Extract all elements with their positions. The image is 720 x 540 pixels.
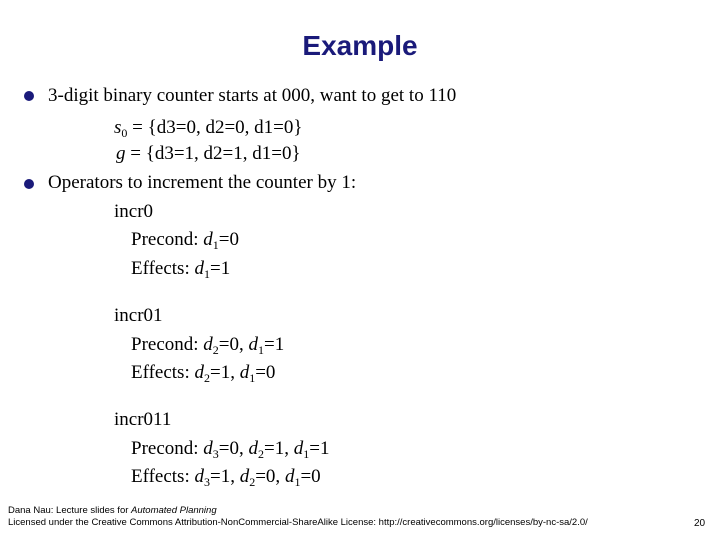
value: =0 xyxy=(218,229,240,250)
value: =1, xyxy=(210,362,240,383)
goal-state-line xyxy=(116,143,301,165)
bullet-icon xyxy=(24,179,34,189)
var-d: d xyxy=(203,438,213,459)
g-variable: g xyxy=(116,143,126,164)
value: =1 xyxy=(210,258,231,279)
s-variable: s xyxy=(114,117,122,138)
operator-incr011-effects xyxy=(131,466,321,493)
var-d: d xyxy=(293,438,304,459)
operator-incr0-name: incr0 xyxy=(114,201,154,222)
footer-license: Licensed under the Creative Commons Attribution-NonCommercial-ShareAlike License: http://creativecommons.org/licenses/by-nc-sa/2.0/ xyxy=(8,517,588,528)
value: =0 xyxy=(255,362,276,383)
footer-author: Dana Nau: Lecture slides for xyxy=(8,505,132,516)
var-d: d xyxy=(203,334,213,355)
sub-index: 1 xyxy=(294,475,301,489)
operator-incr011-precond xyxy=(131,438,329,465)
var-d: d xyxy=(203,229,213,250)
var-d: d xyxy=(194,466,204,487)
effects-label: Effects: xyxy=(131,258,195,279)
value: =0 xyxy=(300,466,321,487)
footer-book-title: Automated Planning xyxy=(131,505,217,516)
sub-index: 3 xyxy=(212,447,219,461)
slide-title: Example xyxy=(302,30,418,61)
sub-index: 1 xyxy=(303,447,310,461)
operator-incr0-effects xyxy=(131,258,230,285)
sub-index: 2 xyxy=(212,343,219,357)
var-d: d xyxy=(248,334,259,355)
sub-index: 3 xyxy=(204,475,210,489)
value: =1 xyxy=(309,438,330,459)
value: =1, xyxy=(264,438,294,459)
var-d: d xyxy=(239,362,250,383)
sub-index: 2 xyxy=(258,447,265,461)
var-d: d xyxy=(248,438,259,459)
var-d: d xyxy=(194,258,204,279)
operator-incr01-name: incr01 xyxy=(114,305,163,326)
operator-incr0-precond xyxy=(131,229,239,256)
var-d: d xyxy=(239,466,250,487)
value: =1, xyxy=(210,466,240,487)
bullet-icon xyxy=(24,91,34,101)
footer-credits xyxy=(8,505,588,529)
bullet-text-2: Operators to increment the counter by 1: xyxy=(48,172,357,193)
page-number: 20 xyxy=(694,518,706,529)
footer-line-1 xyxy=(8,505,588,517)
effects-label: Effects: xyxy=(131,362,195,383)
operator-incr01-precond xyxy=(131,334,284,361)
precond-label: Precond: xyxy=(131,334,204,355)
initial-state-values: = {d3=0, d2=0, d1=0} xyxy=(127,117,303,138)
sub-index: 1 xyxy=(258,343,265,357)
sub-index: 1 xyxy=(212,238,219,252)
value: =0, xyxy=(218,438,249,459)
precond-label: Precond: xyxy=(131,229,204,250)
var-d: d xyxy=(284,466,295,487)
sub-index: 2 xyxy=(249,475,256,489)
effects-label: Effects: xyxy=(131,466,195,487)
value: =0, xyxy=(255,466,285,487)
bullet-text-1: 3-digit binary counter starts at 000, want to get to 110 xyxy=(48,85,457,106)
sub-index: 1 xyxy=(204,267,210,281)
var-d: d xyxy=(194,362,204,383)
goal-state-values: = {d3=1, d2=1, d1=0} xyxy=(125,143,301,164)
operator-incr011-name: incr011 xyxy=(114,409,172,430)
sub-index: 2 xyxy=(204,371,210,385)
value: =0, xyxy=(218,334,249,355)
value: =1 xyxy=(264,334,285,355)
initial-state-line xyxy=(114,117,303,144)
s-subscript: 0 xyxy=(121,126,128,140)
precond-label: Precond: xyxy=(131,438,204,459)
sub-index: 1 xyxy=(249,371,256,385)
operator-incr01-effects xyxy=(131,362,275,389)
